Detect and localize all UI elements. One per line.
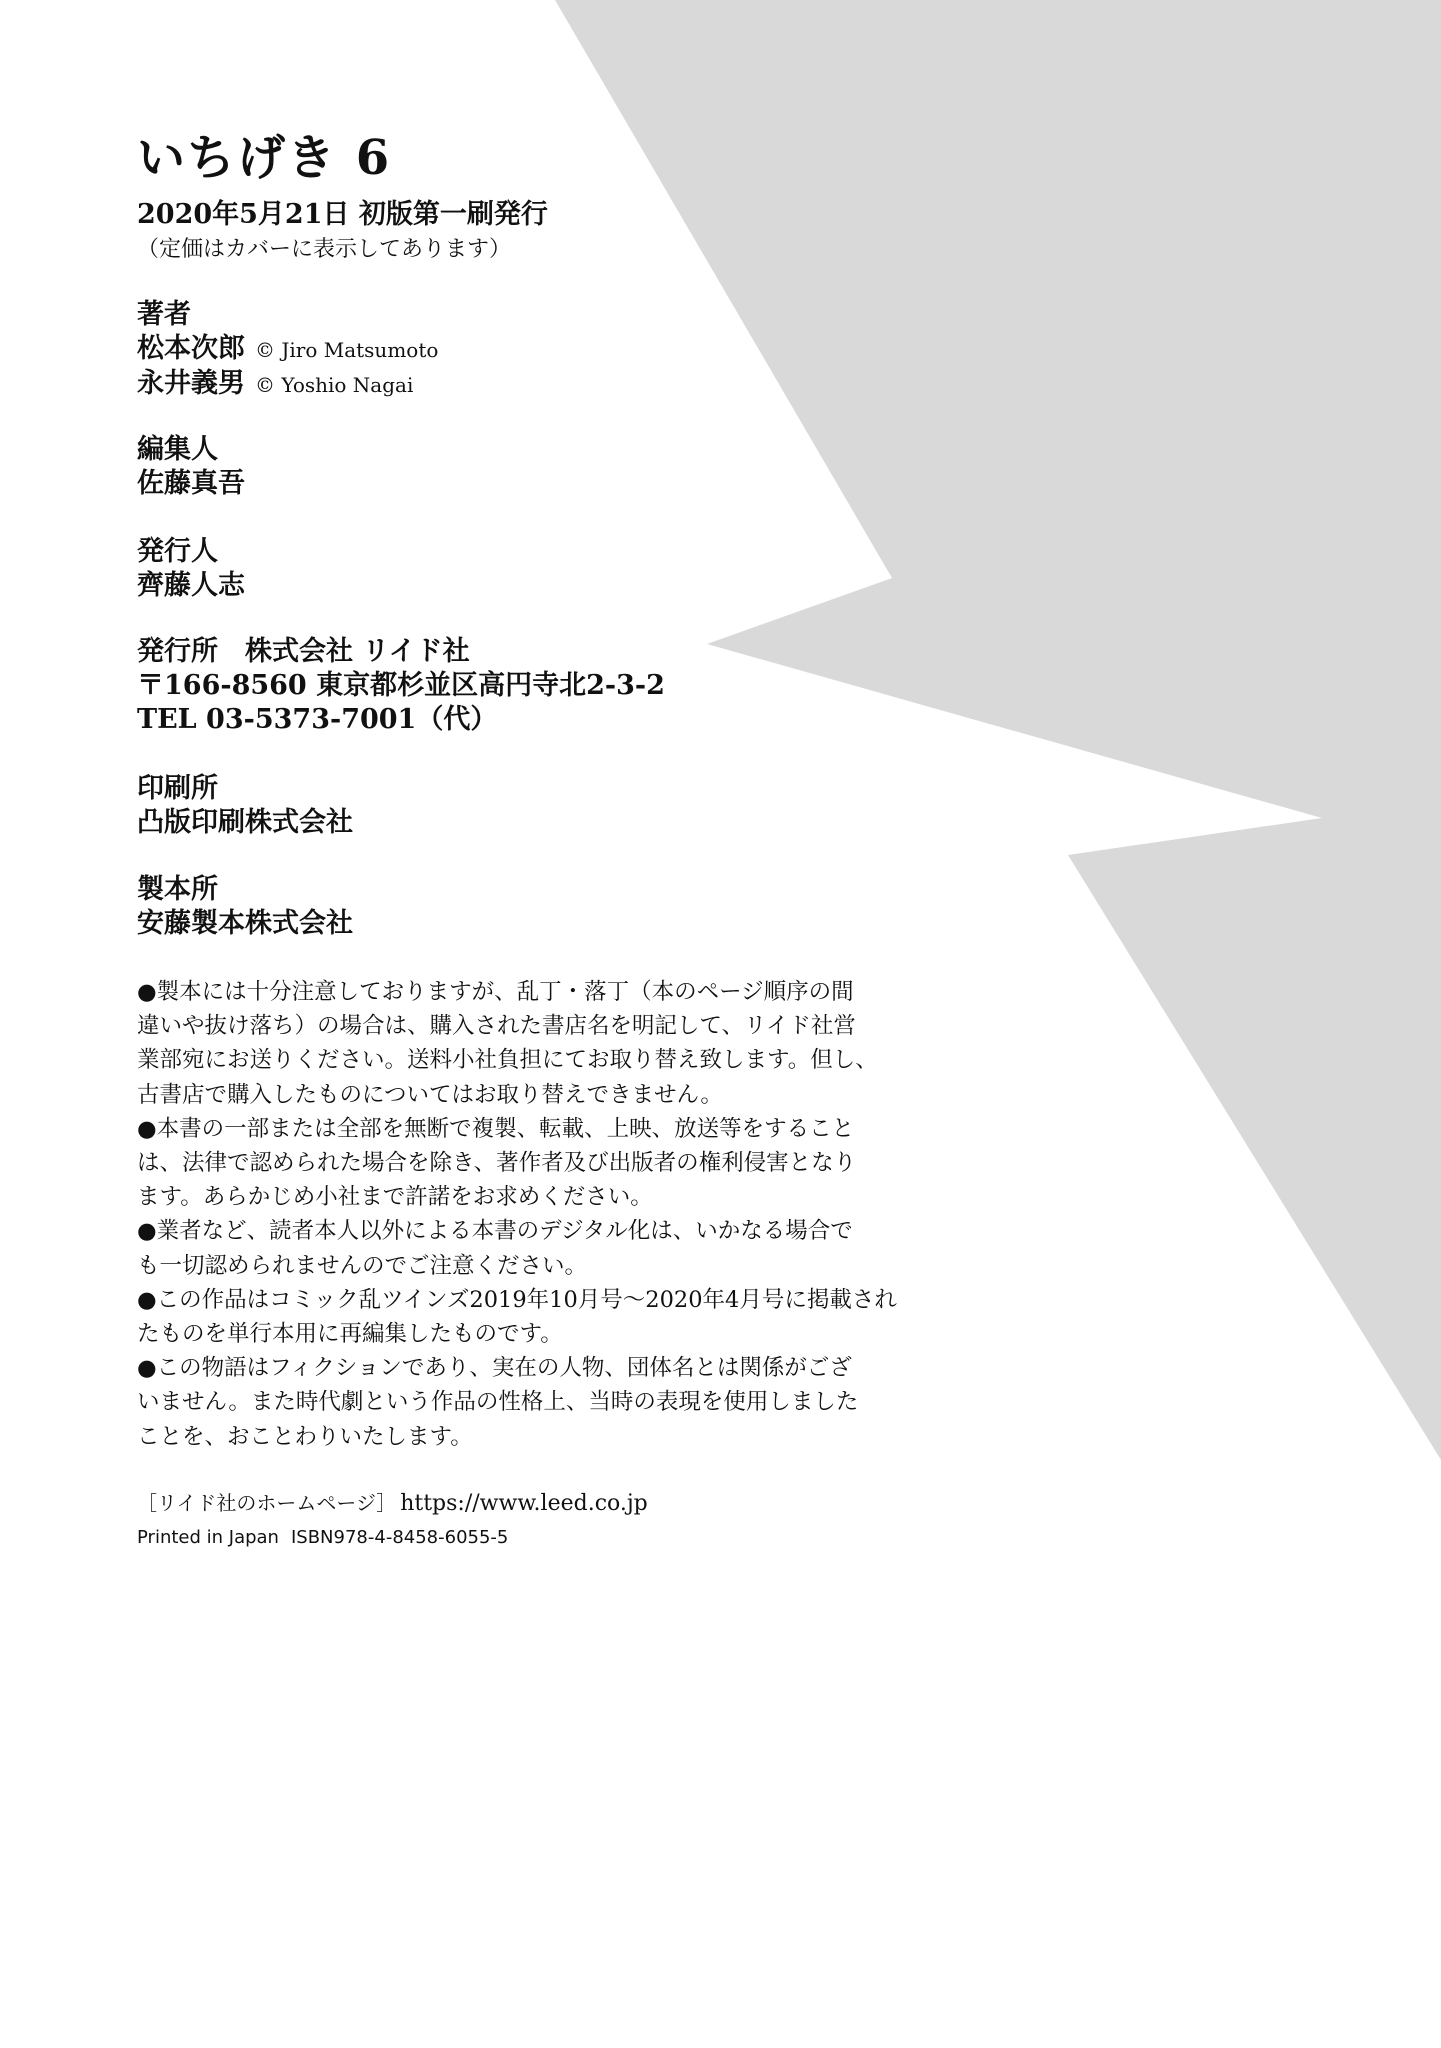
author-name: 松本次郎 bbox=[137, 333, 245, 364]
printed-in: Printed in Japan bbox=[137, 1527, 279, 1548]
author-credit: © Yoshio Nagai bbox=[255, 373, 414, 397]
author-name: 永井義男 bbox=[137, 368, 245, 399]
publisher-section bbox=[137, 635, 665, 737]
isbn: ISBN978-4-8458-6055-5 bbox=[290, 1527, 509, 1548]
author-row bbox=[137, 332, 438, 367]
issuer-section bbox=[137, 535, 245, 603]
printer-section bbox=[137, 772, 353, 840]
publisher-line: 発行所 株式会社 リイド社 bbox=[137, 636, 470, 667]
notice-line: は、法律で認められた場合を除き、著作者及び出版者の権利侵害となり bbox=[137, 1150, 857, 1177]
printer-label: 印刷所 bbox=[137, 773, 218, 804]
editor-label: 編集人 bbox=[137, 434, 218, 465]
editor-name: 佐藤真吾 bbox=[137, 468, 245, 499]
printer-name: 凸版印刷株式会社 bbox=[137, 807, 353, 838]
notice-line: いません。また時代劇という作品の性格上、当時の表現を使用しました bbox=[137, 1389, 859, 1416]
homepage-url[interactable]: https://www.leed.co.jp bbox=[400, 1491, 648, 1516]
book-title: いちげき 6 bbox=[137, 130, 392, 186]
editor-section bbox=[137, 433, 245, 501]
binder-label: 製本所 bbox=[137, 874, 218, 905]
authors-section bbox=[137, 298, 438, 402]
notice-line: 違いや抜け落ち）の場合は、購入された書店名を明記して、リイド社営 bbox=[137, 1013, 856, 1040]
binder-name: 安藤製本株式会社 bbox=[137, 908, 353, 939]
author-credit: © Jiro Matsumoto bbox=[255, 338, 439, 362]
issuer-label: 発行人 bbox=[137, 536, 218, 567]
notice-line: たものを単行本用に再編集したものです。 bbox=[137, 1321, 563, 1348]
binder-section bbox=[137, 873, 353, 941]
notice-line: ●この物語はフィクションであり、実在の人物、団体名とは関係がござ bbox=[137, 1355, 852, 1382]
price-note: （定価はカバーに表示してあります） bbox=[137, 237, 512, 262]
publication-date: 2020年5月21日 初版第一刷発行 bbox=[137, 199, 548, 230]
notice-line: ●この作品はコミック乱ツインズ2019年10月号〜2020年4月号に掲載され bbox=[137, 1286, 897, 1313]
issuer-name: 齊藤人志 bbox=[137, 570, 245, 601]
notice-line: も一切認められませんのでご注意ください。 bbox=[137, 1252, 588, 1279]
homepage-line bbox=[137, 1488, 648, 1519]
notice-line: ●業者など、読者本人以外による本書のデジタル化は、いかなる場合で bbox=[137, 1218, 853, 1245]
notices-block bbox=[137, 975, 897, 1454]
notice-line: ます。あらかじめ小社まで許諾をお求めください。 bbox=[137, 1184, 653, 1211]
publisher-tel: TEL 03-5373-7001（代） bbox=[137, 704, 498, 735]
homepage-label: ［リイド社のホームページ］ bbox=[137, 1491, 397, 1515]
notice-line: ●本書の一部または全部を無断で複製、転載、上映、放送等をすること bbox=[137, 1115, 855, 1142]
publisher-address: 〒166-8560 東京都杉並区高円寺北2-3-2 bbox=[137, 670, 665, 701]
notice-line: ことを、おことわりいたします。 bbox=[137, 1423, 473, 1450]
author-row bbox=[137, 367, 438, 402]
notice-line: ●製本には十分注意しておりますが、乱丁・落丁（本のページ順序の間 bbox=[137, 979, 854, 1005]
printed-line bbox=[137, 1524, 508, 1552]
notice-line: 古書店で購入したものについてはお取り替えできません。 bbox=[137, 1081, 723, 1108]
notice-line: 業部宛にお送りください。送料小社負担にてお取り替え致します。但し、 bbox=[137, 1047, 878, 1074]
authors-label: 著者 bbox=[137, 299, 191, 330]
